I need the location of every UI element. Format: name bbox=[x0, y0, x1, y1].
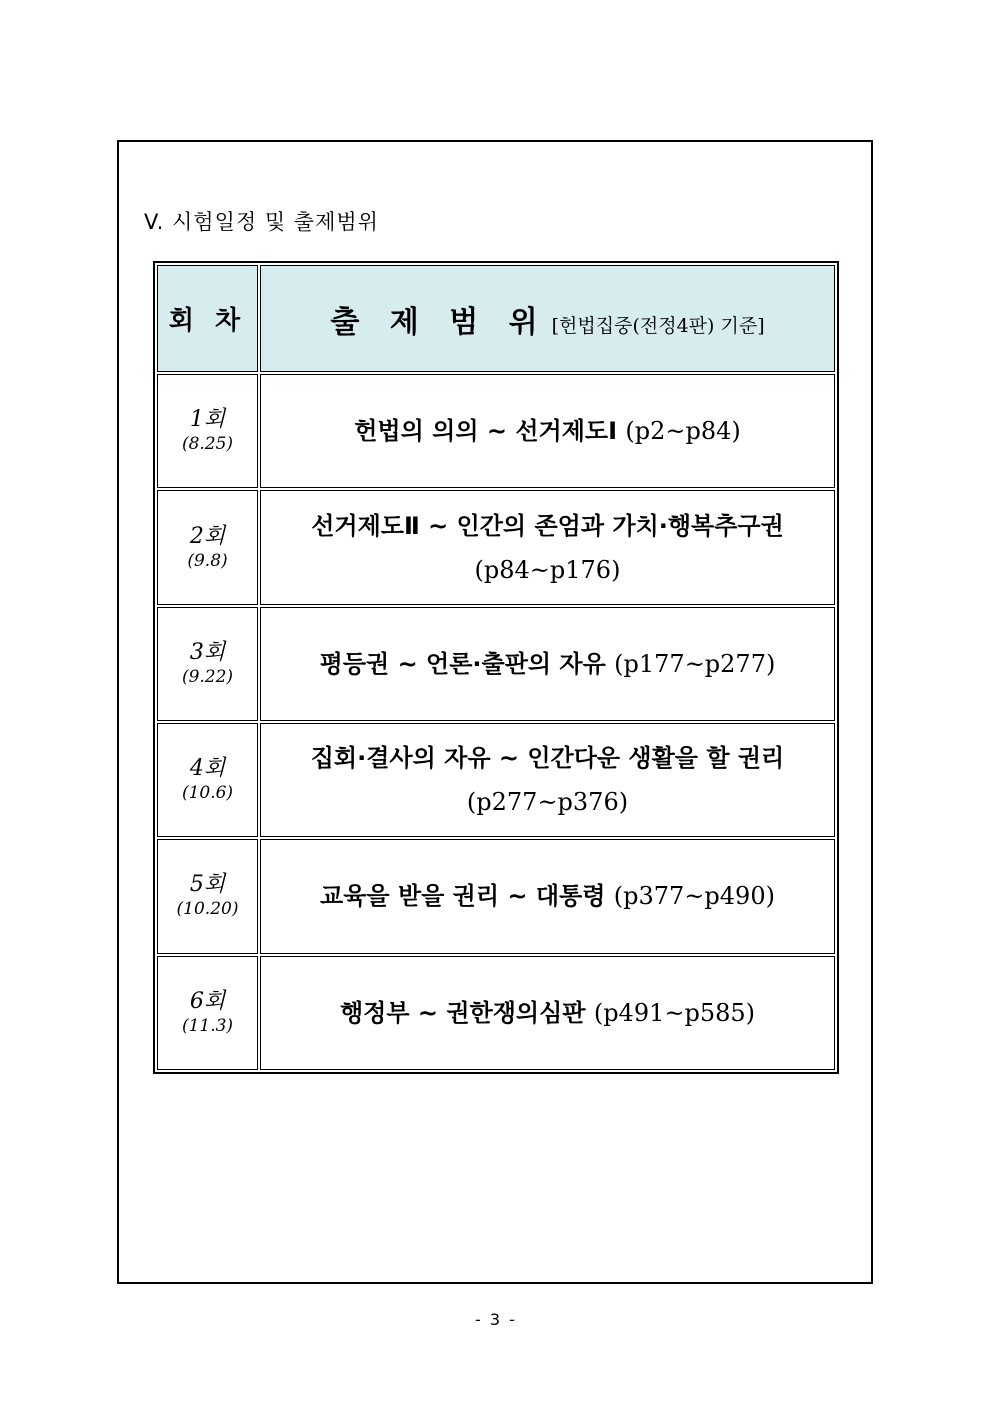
round-number: 1회 bbox=[189, 407, 226, 433]
table-row bbox=[157, 490, 835, 604]
range-text: 행정부 ~ 권한쟁의심판 bbox=[339, 998, 586, 1027]
section-title: V. 시험일정 및 출제범위 bbox=[144, 210, 379, 234]
header-round-cell bbox=[157, 265, 258, 372]
round-date: (9.22) bbox=[181, 666, 234, 687]
range-pages: (p177~p277) bbox=[614, 649, 776, 678]
round-number: 3회 bbox=[189, 639, 226, 665]
range-text: 집회·결사의 자유 ~ 인간다운 생활을 할 권리 bbox=[310, 744, 785, 773]
range-pages: (p491~p585) bbox=[593, 998, 756, 1027]
round-date: (11.3) bbox=[181, 1015, 234, 1036]
range-cell bbox=[260, 490, 835, 604]
round-date: (10.6) bbox=[181, 783, 234, 804]
round-cell bbox=[157, 607, 258, 721]
round-number: 2회 bbox=[189, 523, 226, 549]
range-pages: (p277~p376) bbox=[466, 788, 629, 817]
exam-schedule-table bbox=[153, 261, 839, 1074]
round-date: (8.25) bbox=[181, 434, 234, 455]
round-number: 6회 bbox=[189, 988, 226, 1014]
table-row bbox=[157, 607, 835, 721]
round-number: 4회 bbox=[189, 756, 226, 782]
range-text: 교육을 받을 권리 ~ 대통령 bbox=[320, 882, 606, 911]
header-note: [헌법집중(전정4판) 기준] bbox=[551, 314, 765, 337]
range-cell bbox=[260, 839, 835, 953]
page-number: - 3 - bbox=[475, 1310, 517, 1329]
range-cell bbox=[260, 956, 835, 1070]
table-row bbox=[157, 956, 835, 1070]
round-cell bbox=[157, 490, 258, 604]
round-cell bbox=[157, 374, 258, 488]
header-round: 회 차 bbox=[168, 306, 247, 337]
round-cell bbox=[157, 956, 258, 1070]
table-row bbox=[157, 723, 835, 837]
range-text: 헌법의 의의 ~ 선거제도Ⅰ bbox=[354, 417, 618, 446]
round-date: (9.8) bbox=[187, 550, 228, 571]
header-range-cell bbox=[260, 265, 835, 372]
range-text: 평등권 ~ 언론·출판의 자유 bbox=[319, 649, 606, 678]
range-cell bbox=[260, 374, 835, 488]
range-text: 선거제도Ⅱ ~ 인간의 존엄과 가치·행복추구권 bbox=[311, 511, 784, 540]
table-header-row bbox=[157, 265, 835, 372]
range-pages: (p377~p490) bbox=[613, 882, 775, 911]
range-pages: (p84~p176) bbox=[474, 555, 621, 584]
header-range: 출 제 범 위 bbox=[330, 304, 548, 340]
round-cell bbox=[157, 839, 258, 953]
round-date: (10.20) bbox=[176, 899, 239, 920]
round-number: 5회 bbox=[189, 872, 226, 898]
table-row bbox=[157, 839, 835, 953]
table-row bbox=[157, 374, 835, 488]
round-cell bbox=[157, 723, 258, 837]
range-pages: (p2~p84) bbox=[625, 417, 741, 446]
range-cell bbox=[260, 607, 835, 721]
range-cell bbox=[260, 723, 835, 837]
